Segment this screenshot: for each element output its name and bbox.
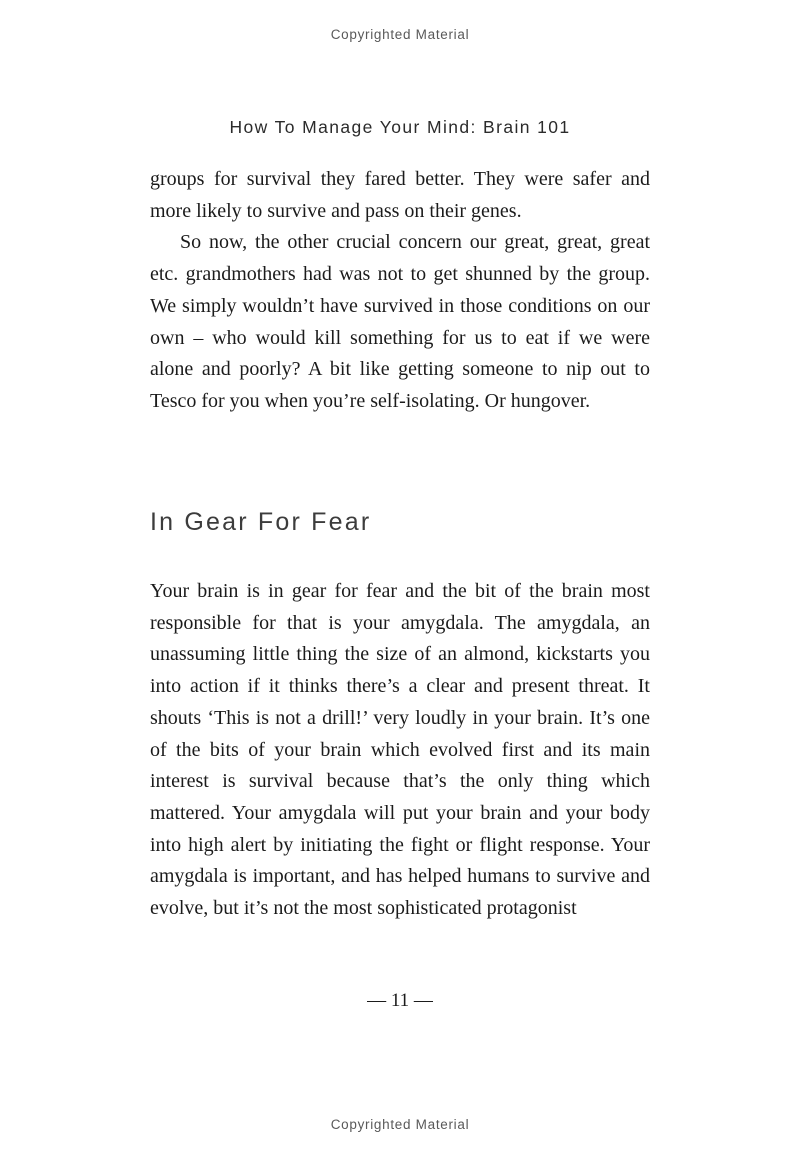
paragraph-continuation: groups for survival they fared better. They were safer and more likely to survive and pass on their genes. — [150, 168, 650, 222]
paragraph-shunned: So now, the other crucial concern our great, great, great etc. grandmothers had was not to get shunned by the group. We simply wouldn’t have survived in those conditions on our own – who would kill something for us to eat if we were alone and poorly? A bit like getting someone to nip out to Tesco for you when you’re self-isolating. Or hungover. — [150, 231, 650, 412]
copyright-notice-bottom: Copyrighted Material — [330, 1117, 470, 1132]
section-heading: In Gear For Fear — [150, 508, 372, 536]
body-text-upper — [150, 164, 650, 418]
paragraph-amygdala: Your brain is in gear for fear and the bit of the brain most responsible for that is your amygdala. The amygdala, an unassuming little thing the size of an almond, kickstarts you into action if it thinks there’s a clear and present threat. It shouts ‘This is not a drill!’ very loudly in your brain. It’s one of the bits of your brain which evolved first and its main interest is survival because that’s the only thing which mattered. Your amygdala will put your brain and your body into high alert by initiating the fight or flight response. Your amygdala is important, and has helped humans to survive and evolve, but it’s not the most sophisticated protagonist — [150, 580, 650, 920]
running-header: How To Manage Your Mind: Brain 101 — [229, 117, 571, 137]
copyright-notice-top: Copyrighted Material — [330, 27, 470, 42]
page-number: — 11 — — [367, 990, 433, 1011]
body-text-lower — [150, 576, 650, 925]
